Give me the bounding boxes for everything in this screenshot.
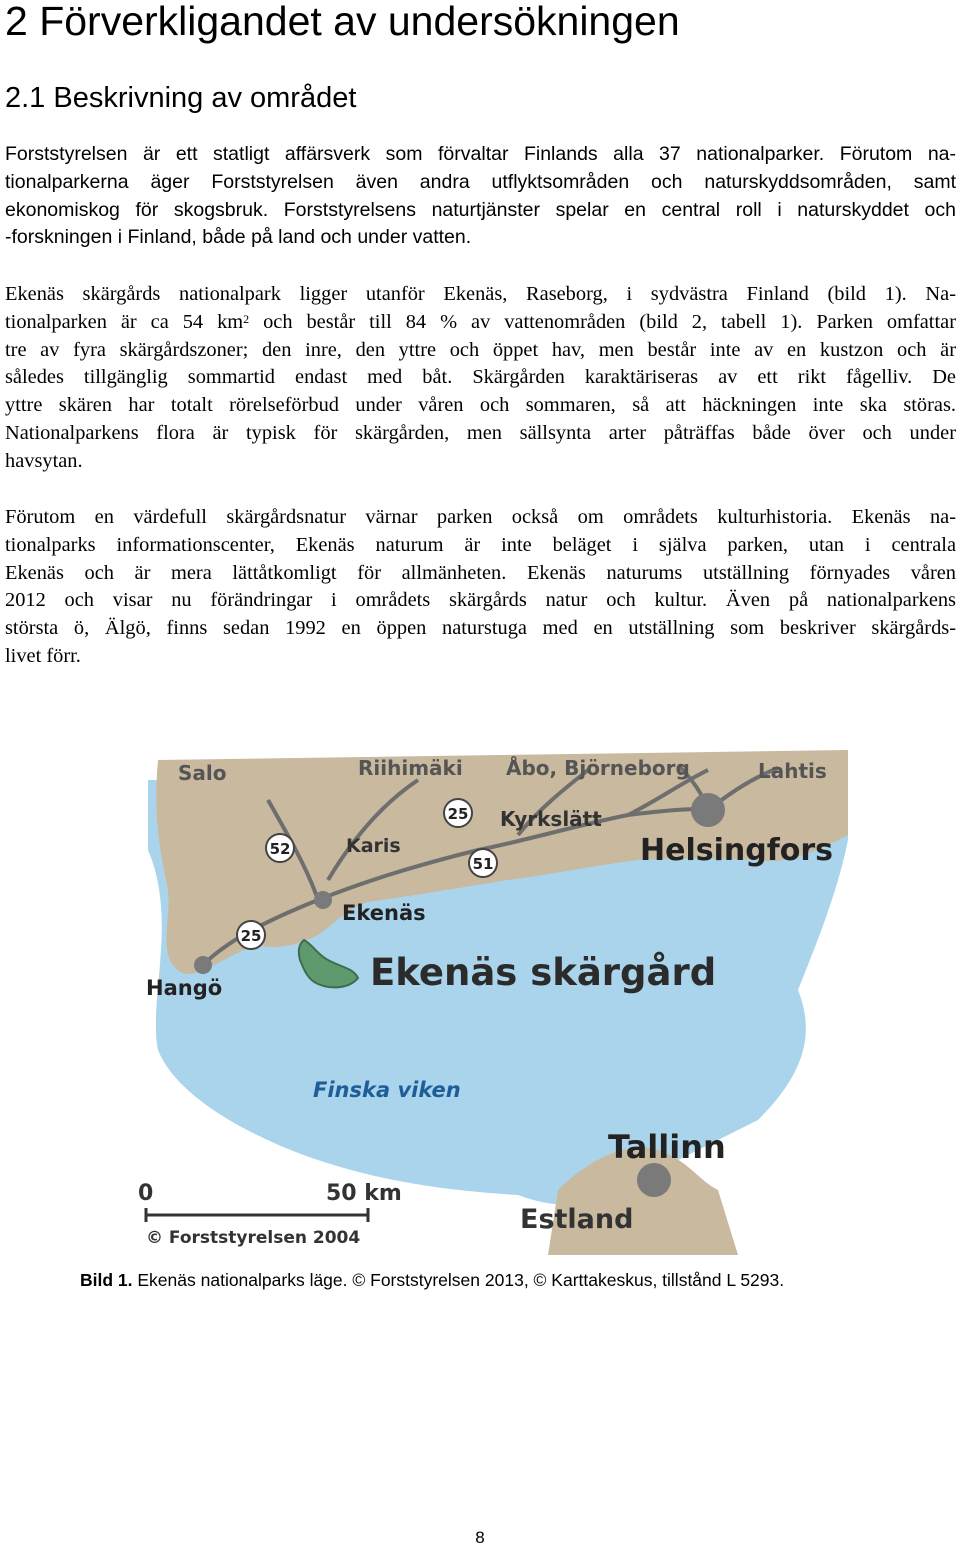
label-lahtis: Lahtis — [758, 759, 827, 783]
text-line: Förutom en värdefull skärgårdsnatur värnar parken också om områdets kulturhistoria. Ekenäs na- — [5, 506, 956, 528]
scale-50: 50 km — [326, 1181, 402, 1206]
text-line: yttre skären har totalt rörelseförbud under våren och sommaren, så att häckningen inte ska störas. — [5, 394, 956, 417]
section-heading: 2.1 Beskrivning av området — [5, 82, 357, 114]
city-marker-hango — [194, 956, 212, 974]
label-estland: Estland — [520, 1204, 634, 1235]
road-shield-25-south — [237, 921, 265, 949]
caption-text: Ekenäs nationalparks läge. © Forststyrelsen 2013, © Karttakeskus, tillstånd L 5293. — [132, 1270, 785, 1290]
text-line: tionalparkerna äger Forststyrelsen även andra utflyktsområden och naturskyddsområden, samt — [5, 170, 956, 193]
text-line: tionalparks informationscenter, Ekenäs naturum är inte beläget i själva parken, utan i centrala — [5, 533, 956, 556]
text-line: livet förr. — [5, 644, 81, 667]
road-number: 51 — [472, 855, 494, 873]
label-karis: Karis — [346, 835, 401, 857]
page-number: 8 — [475, 1528, 485, 1547]
road-number: 25 — [240, 927, 262, 945]
text-fragment: tionalparken är ca 54 km — [5, 310, 244, 333]
text-line: Ekenäs skärgårds nationalpark ligger utanför Ekenäs, Raseborg, i sydvästra Finland (bild 1). Na- — [5, 283, 956, 305]
scale-bar — [138, 1181, 402, 1222]
text-line: -forskningen i Finland, både på land och under vatten. — [5, 226, 472, 249]
road-number: 25 — [447, 805, 469, 823]
paragraph-kulturhistoria — [5, 504, 956, 671]
text-line — [5, 309, 956, 337]
paragraph-nationalpark — [5, 281, 956, 476]
road-number: 52 — [269, 840, 291, 858]
label-kyrkslatt: Kyrkslätt — [500, 807, 602, 831]
scale-zero: 0 — [138, 1181, 154, 1206]
label-hango: Hangö — [146, 976, 223, 1000]
paragraph-forststyrelsen — [5, 141, 956, 252]
label-abo: Åbo, Björneborg — [506, 756, 690, 780]
text-fragment: och består till 84 % av vattenområden (bild 2, tabell 1). Parken omfattar — [249, 310, 956, 333]
text-line: Ekenäs och är mera lättåtkomligt för allmänheten. Ekenäs naturums utställning förnyades våren — [5, 561, 956, 584]
label-ekenas: Ekenäs — [342, 901, 426, 925]
label-salo: Salo — [178, 761, 227, 785]
page-heading: 2 Förverkligandet av undersökningen — [5, 0, 680, 44]
road-shield-25-north — [444, 799, 472, 827]
figure-caption — [80, 1270, 784, 1291]
superscript: 2 — [243, 311, 250, 326]
label-park: Ekenäs skärgård — [370, 951, 717, 994]
text-line: havsytan. — [5, 449, 83, 472]
caption-label: Bild 1. — [80, 1270, 133, 1290]
city-marker-ekenas — [314, 891, 332, 909]
text-line: således tillgänglig sommartid endast med båt. Skärgården karaktäriseras av ett rikt fågelliv. De — [5, 366, 956, 389]
label-riihimaki: Riihimäki — [358, 756, 463, 780]
label-tallinn: Tallinn — [608, 1128, 726, 1166]
text-line: ekonomiskog för skogsbruk. Forststyrelsens naturtjänster spelar en central roll i naturskyddet och — [5, 198, 956, 221]
text-line: största ö, Älgö, finns sedan 1992 en öppen naturstuga med en utställning som beskriver skärgårds- — [5, 617, 956, 640]
text-line: Nationalparkens flora är typisk för skärgården, men sällsynta arter påträffas både över och under — [5, 421, 956, 444]
road-shield-52 — [266, 834, 294, 862]
city-marker-tallinn — [637, 1163, 671, 1197]
text-line: 2012 och visar nu förändringar i områdets skärgårds natur och kultur. Även på nationalparkens — [5, 589, 956, 612]
city-marker-helsingfors — [691, 793, 725, 827]
text-line: tre av fyra skärgårdszoner; den inre, den yttre och öppet hav, men består inte av en kustzon och är — [5, 338, 956, 361]
road-shield-51 — [469, 849, 497, 877]
map-copyright: © Forststyrelsen 2004 — [146, 1228, 361, 1248]
location-map — [118, 740, 858, 1255]
label-finska-viken: Finska viken — [313, 1078, 461, 1102]
label-helsingfors: Helsingfors — [640, 833, 834, 868]
text-line: Forststyrelsen är ett statligt affärsverk som förvaltar Finlands alla 37 nationalparker. Förutom na- — [5, 143, 956, 165]
